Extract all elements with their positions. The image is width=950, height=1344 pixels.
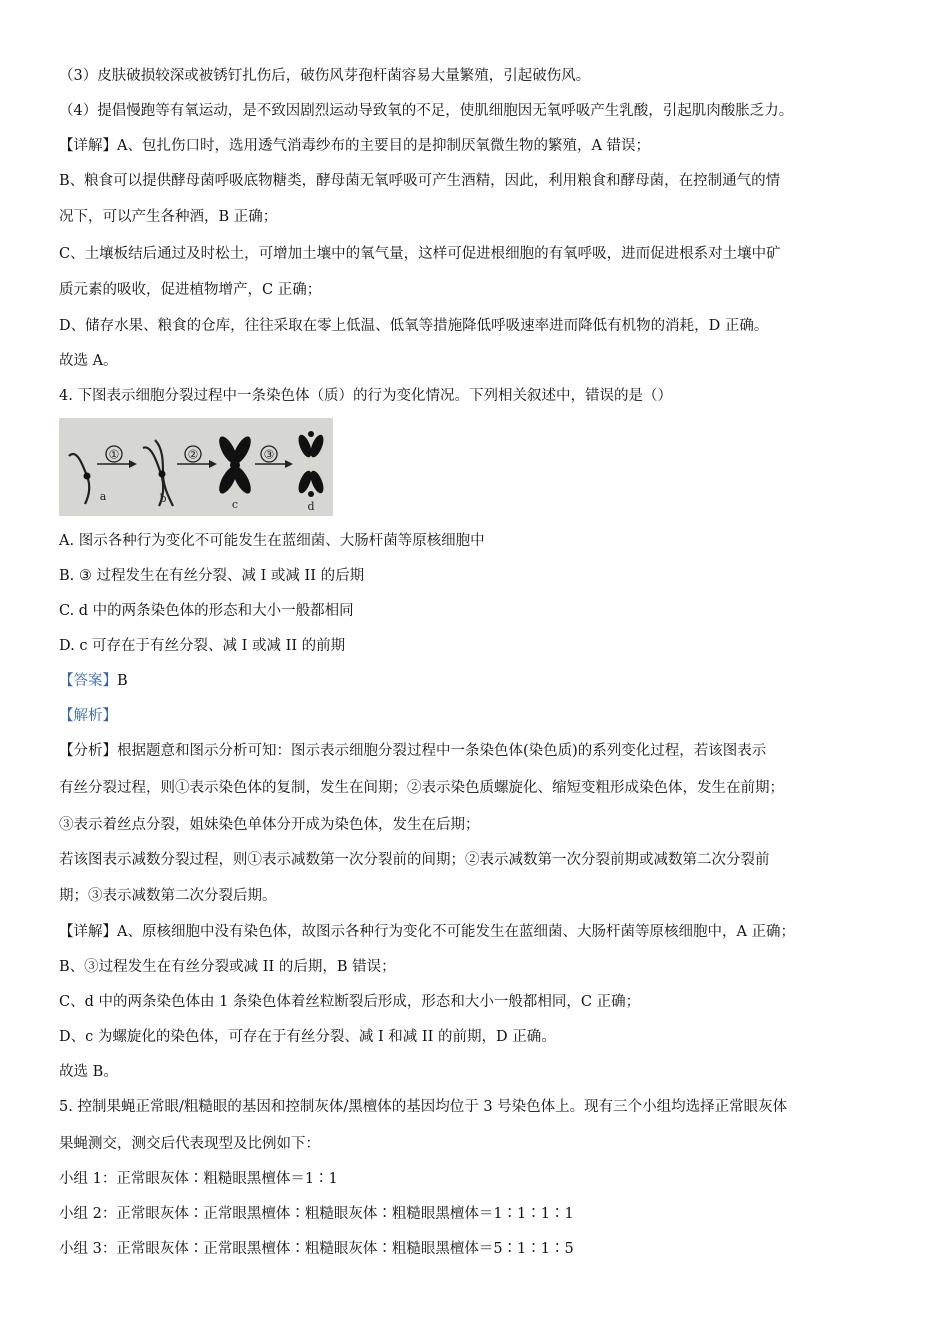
answer-line — [59, 671, 920, 691]
text-line: 期；③表示减数第二次分裂后期。 — [59, 888, 277, 904]
chromosome-figure — [59, 418, 333, 516]
text-line: 况下，可以产生各种酒，B 正确； — [59, 209, 278, 225]
option-b: B. ③ 过程发生在有丝分裂、减 I 或减 II 的后期 — [59, 568, 365, 584]
text-line: （3）皮肤破损较深或被锈钉扎伤后，破伤风芽孢杆菌容易大量繁殖，引起破伤风。 — [59, 68, 591, 84]
text-line: D、c 为螺旋化的染色体，可存在于有丝分裂、减 I 和减 II 的前期，D 正确。 — [59, 1029, 556, 1045]
text-line: 【详解】A、包扎伤口时，选用透气消毒纱布的主要目的是抑制厌氧微生物的繁殖，A 错误； — [59, 138, 651, 154]
text-line: C、土壤板结后通过及时松土，可增加土壤中的氧气量，这样可促进根细胞的有氧呼吸，进而促进根系对土壤中矿 — [59, 246, 781, 262]
step-3: ③ — [263, 447, 275, 462]
chromosome-diagram — [59, 418, 333, 516]
analysis-tag: 【解析】 — [59, 708, 117, 724]
text-line: ③表示着丝点分裂，姐妹染色单体分开成为染色体，发生在后期； — [59, 817, 480, 833]
text-line: B、粮食可以提供酵母菌呼吸底物糖类，酵母菌无氧呼吸可产生酒精，因此，利用粮食和酵母菌，在控制通气的情 — [59, 173, 781, 189]
label-a: a — [99, 490, 107, 503]
option-a: A. 图示各种行为变化不可能发生在蓝细菌、大肠杆菌等原核细胞中 — [59, 533, 485, 549]
question-4-stem: 4. 下图表示细胞分裂过程中一条染色体（质）的行为变化情况。下列相关叙述中，错误的是（） — [59, 388, 672, 404]
text-line: 若该图表示减数分裂过程，则①表示减数第一次分裂前的间期；②表示减数第一次分裂前期或减数第二次分裂前 — [59, 852, 770, 868]
label-b: b — [159, 492, 167, 505]
text-line: B、③过程发生在有丝分裂或减 II 的后期，B 错误； — [59, 959, 396, 975]
answer-value: B — [117, 673, 128, 689]
text-line: 故选 B。 — [59, 1064, 118, 1080]
text-line: 果蝇测交，测交后代表现型及比例如下： — [59, 1136, 320, 1152]
option-d: D. c 可存在于有丝分裂、减 I 或减 II 的前期 — [59, 638, 346, 654]
group-2-result: 小组 2：正常眼灰体∶正常眼黑檀体∶粗糙眼灰体∶粗糙眼黑檀体＝1∶1∶1∶1 — [59, 1206, 574, 1222]
text-line: 【详解】A、原核细胞中没有染色体，故图示各种行为变化不可能发生在蓝细菌、大肠杆菌等原核细胞中，A 正确； — [59, 924, 796, 940]
option-c: C. d 中的两条染色体的形态和大小一般都相同 — [59, 603, 354, 619]
text-line: D、储存水果、粮食的仓库，往往采取在零上低温、低氧等措施降低呼吸速率进而降低有机物的消耗，D 正确。 — [59, 318, 769, 334]
text-line: 【分析】根据题意和图示分析可知：图示表示细胞分裂过程中一条染色体(染色质)的系列变化过程，若该图表示 — [59, 743, 767, 759]
label-d: d — [307, 500, 315, 513]
text-line: 质元素的吸收，促进植物增产，C 正确； — [59, 282, 322, 298]
text-line: 有丝分裂过程，则①表示染色体的复制，发生在间期；②表示染色质螺旋化、缩短变粗形成染色体，发生在前期； — [59, 780, 784, 796]
group-3-result: 小组 3：正常眼灰体∶正常眼黑檀体∶粗糙眼灰体∶粗糙眼黑檀体＝5∶1∶1∶5 — [59, 1241, 574, 1257]
group-1-result: 小组 1：正常眼灰体∶粗糙眼黑檀体＝1∶1 — [59, 1171, 338, 1187]
step-2: ② — [187, 447, 199, 462]
centromere-a — [84, 473, 91, 480]
answer-tag: 【答案】 — [59, 673, 117, 689]
question-5-stem: 5. 控制果蝇正常眼/粗糙眼的基因和控制灰体/黑檀体的基因均位于 3 号染色体上。现有三个小组均选择正常眼灰体 — [59, 1099, 788, 1115]
text-line: 故选 A。 — [59, 353, 118, 369]
label-c: c — [231, 498, 239, 511]
text-line: （4）提倡慢跑等有氧运动，是不致因剧烈运动导致氧的不足，使肌细胞因无氧呼吸产生乳酸，引起肌肉酸胀乏力。 — [59, 103, 794, 119]
centromere-b — [159, 471, 166, 478]
text-line: C、d 中的两条染色体由 1 条染色体着丝粒断裂后形成，形态和大小一般都相同，C 正确； — [59, 994, 641, 1010]
step-1: ① — [108, 447, 120, 462]
